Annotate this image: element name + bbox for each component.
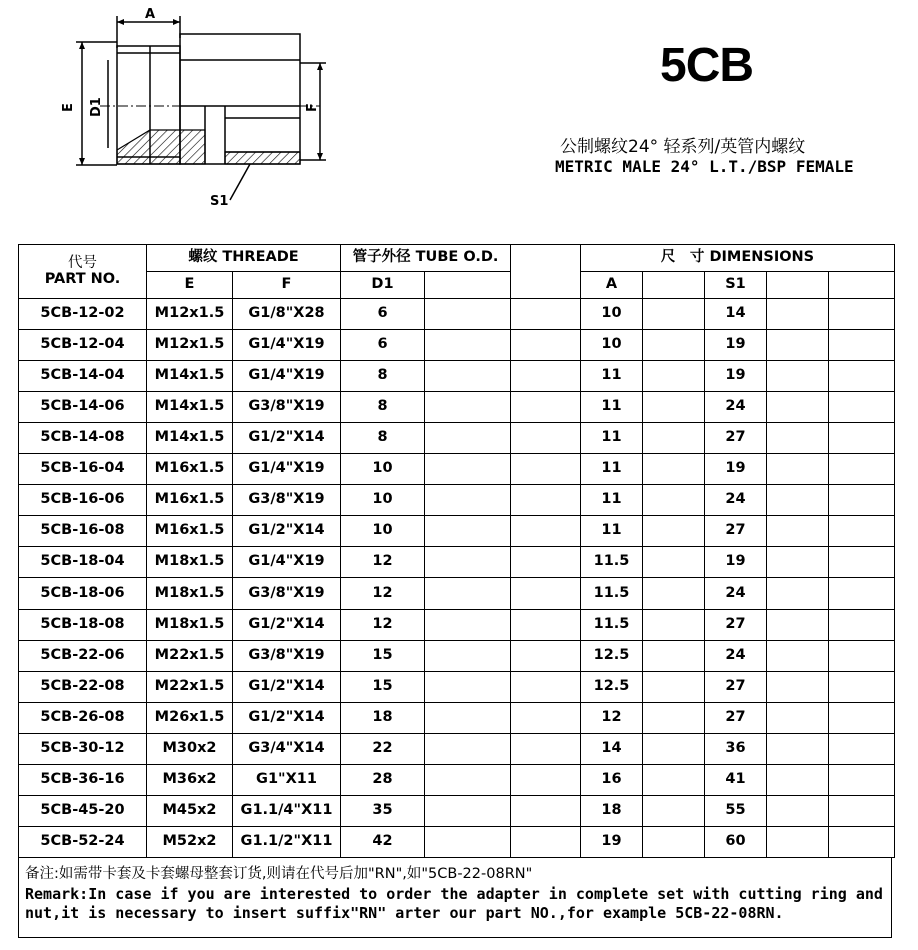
cell-thread-f: G1.1/2"X11 [233, 826, 341, 857]
cell-blank [767, 733, 829, 764]
cell-blank [643, 578, 705, 609]
cell-blank [767, 578, 829, 609]
subheader-f: F [233, 272, 341, 299]
cell-d1: 22 [341, 733, 425, 764]
remark-chinese: 备注:如需带卡套及卡套螺母整套订货,则请在代号后加"RN",如"5CB-22-08RN" [25, 866, 533, 882]
cell-blank [829, 361, 895, 392]
table-row [19, 733, 895, 764]
cell-blank [511, 609, 581, 640]
cell-thread-e: M36x2 [147, 764, 233, 795]
header-dimensions: 尺 寸 DIMENSIONS [581, 245, 895, 272]
cell-thread-e: M22x1.5 [147, 671, 233, 702]
cell-a: 11.5 [581, 609, 643, 640]
cell-part-no: 5CB-18-06 [19, 578, 147, 609]
table-row [19, 702, 895, 733]
cell-blank [767, 454, 829, 485]
cell-blank [511, 795, 581, 826]
table-row [19, 330, 895, 361]
cell-s1: 27 [705, 609, 767, 640]
cell-part-no: 5CB-14-08 [19, 423, 147, 454]
subheader-e: E [147, 272, 233, 299]
cell-blank [511, 733, 581, 764]
cell-blank [511, 547, 581, 578]
cell-thread-f: G1/4"X19 [233, 454, 341, 485]
label-e: E [61, 103, 76, 112]
cell-part-no: 5CB-26-08 [19, 702, 147, 733]
cell-thread-e: M16x1.5 [147, 454, 233, 485]
cell-thread-e: M14x1.5 [147, 423, 233, 454]
cell-thread-e: M14x1.5 [147, 361, 233, 392]
cell-s1: 19 [705, 454, 767, 485]
cell-thread-e: M14x1.5 [147, 392, 233, 423]
cell-part-no: 5CB-16-08 [19, 516, 147, 547]
cell-thread-f: G1/2"X14 [233, 671, 341, 702]
cell-thread-f: G3/8"X19 [233, 485, 341, 516]
cell-s1: 27 [705, 702, 767, 733]
cell-s1: 24 [705, 485, 767, 516]
cell-blank [643, 392, 705, 423]
cell-part-no: 5CB-22-08 [19, 671, 147, 702]
cell-part-no: 5CB-36-16 [19, 764, 147, 795]
cell-thread-f: G1/4"X19 [233, 361, 341, 392]
cell-blank [643, 795, 705, 826]
table-row [19, 454, 895, 485]
cell-a: 10 [581, 299, 643, 330]
label-f: F [305, 103, 320, 112]
cell-blank [643, 702, 705, 733]
cell-part-no: 5CB-22-06 [19, 640, 147, 671]
cell-a: 10 [581, 330, 643, 361]
cell-blank [829, 485, 895, 516]
cell-blank [643, 547, 705, 578]
cell-a: 12 [581, 702, 643, 733]
cell-blank [829, 547, 895, 578]
cell-blank [643, 640, 705, 671]
cell-thread-f: G1/4"X19 [233, 330, 341, 361]
cell-a: 12.5 [581, 671, 643, 702]
cell-blank [643, 454, 705, 485]
cell-part-no: 5CB-52-24 [19, 826, 147, 857]
cell-blank [643, 609, 705, 640]
cell-blank [425, 764, 511, 795]
cell-part-no: 5CB-16-04 [19, 454, 147, 485]
cell-blank [425, 671, 511, 702]
cell-d1: 6 [341, 299, 425, 330]
cell-blank [511, 764, 581, 795]
cell-s1: 55 [705, 795, 767, 826]
table-row [19, 299, 895, 330]
cell-d1: 8 [341, 361, 425, 392]
cell-s1: 27 [705, 516, 767, 547]
cell-blank [643, 299, 705, 330]
subheader-blank [643, 272, 705, 299]
cell-d1: 10 [341, 485, 425, 516]
subheader-blank [829, 272, 895, 299]
header-part-en: PART NO. [44, 270, 121, 287]
header-part-no [19, 245, 147, 299]
cell-blank [425, 392, 511, 423]
product-code: 5CB [660, 39, 754, 92]
cell-d1: 42 [341, 826, 425, 857]
cell-blank [425, 330, 511, 361]
cell-thread-e: M12x1.5 [147, 330, 233, 361]
cell-blank [643, 671, 705, 702]
cell-blank [767, 330, 829, 361]
cell-part-no: 5CB-18-08 [19, 609, 147, 640]
cell-blank [767, 392, 829, 423]
cell-a: 11 [581, 516, 643, 547]
cell-blank [643, 330, 705, 361]
cell-a: 11 [581, 361, 643, 392]
cell-s1: 19 [705, 547, 767, 578]
cell-thread-f: G1/2"X14 [233, 609, 341, 640]
subheader-a: A [581, 272, 643, 299]
cell-blank [511, 671, 581, 702]
cell-d1: 15 [341, 671, 425, 702]
cell-a: 11 [581, 454, 643, 485]
cell-blank [829, 578, 895, 609]
cell-blank [767, 609, 829, 640]
cell-part-no: 5CB-14-06 [19, 392, 147, 423]
spec-table [18, 244, 895, 858]
cell-blank [767, 423, 829, 454]
cell-blank [425, 640, 511, 671]
cell-blank [425, 361, 511, 392]
cell-a: 18 [581, 795, 643, 826]
cell-thread-f: G1/8"X28 [233, 299, 341, 330]
cell-d1: 10 [341, 454, 425, 485]
cell-thread-e: M22x1.5 [147, 640, 233, 671]
cell-a: 11 [581, 392, 643, 423]
table-row [19, 826, 895, 857]
label-a: A [145, 7, 156, 22]
cell-blank [511, 330, 581, 361]
cell-d1: 8 [341, 423, 425, 454]
cell-d1: 28 [341, 764, 425, 795]
table-row [19, 547, 895, 578]
table-row [19, 392, 895, 423]
cell-blank [425, 516, 511, 547]
cell-blank [767, 485, 829, 516]
header-thread: 螺纹 THREADE [147, 245, 341, 272]
cell-blank [829, 392, 895, 423]
cell-blank [829, 764, 895, 795]
cell-s1: 19 [705, 330, 767, 361]
table-row [19, 671, 895, 702]
table-row [19, 764, 895, 795]
cell-thread-e: M18x1.5 [147, 578, 233, 609]
cell-blank [829, 826, 895, 857]
cell-s1: 60 [705, 826, 767, 857]
cell-blank [511, 392, 581, 423]
cell-a: 14 [581, 733, 643, 764]
cell-d1: 8 [341, 392, 425, 423]
cell-s1: 27 [705, 423, 767, 454]
cell-a: 16 [581, 764, 643, 795]
cell-part-no: 5CB-12-02 [19, 299, 147, 330]
cell-thread-f: G1/2"X14 [233, 423, 341, 454]
table-row [19, 361, 895, 392]
cell-thread-f: G3/8"X19 [233, 578, 341, 609]
cell-part-no: 5CB-12-04 [19, 330, 147, 361]
cell-blank [511, 702, 581, 733]
cell-s1: 36 [705, 733, 767, 764]
cell-blank [643, 361, 705, 392]
subheader-s1: S1 [705, 272, 767, 299]
cell-thread-f: G1/2"X14 [233, 702, 341, 733]
cell-blank [511, 826, 581, 857]
cell-blank [643, 764, 705, 795]
cell-blank [767, 826, 829, 857]
cell-blank [511, 454, 581, 485]
cell-thread-e: M26x1.5 [147, 702, 233, 733]
label-s1: S1 [210, 194, 229, 209]
remark-english-line2: nut,it is necessary to insert suffix"RN" arter our part NO.,for example 5CB-22-08RN. [25, 904, 784, 922]
cell-blank [767, 299, 829, 330]
cell-d1: 6 [341, 330, 425, 361]
cell-thread-f: G1/4"X19 [233, 547, 341, 578]
cell-thread-e: M18x1.5 [147, 547, 233, 578]
cell-blank [767, 547, 829, 578]
cell-blank [767, 795, 829, 826]
title-english: METRIC MALE 24° L.T./BSP FEMALE [555, 157, 854, 176]
cell-a: 19 [581, 826, 643, 857]
cell-thread-e: M18x1.5 [147, 609, 233, 640]
subheader-blank [767, 272, 829, 299]
cell-d1: 35 [341, 795, 425, 826]
cell-blank [829, 609, 895, 640]
cell-blank [767, 516, 829, 547]
cell-d1: 10 [341, 516, 425, 547]
cell-thread-f: G1/2"X14 [233, 516, 341, 547]
cell-d1: 12 [341, 609, 425, 640]
cell-blank [829, 423, 895, 454]
cell-d1: 15 [341, 640, 425, 671]
cell-a: 11 [581, 485, 643, 516]
cell-thread-f: G3/8"X19 [233, 392, 341, 423]
cell-blank [511, 578, 581, 609]
cell-a: 12.5 [581, 640, 643, 671]
cell-s1: 19 [705, 361, 767, 392]
cell-thread-e: M12x1.5 [147, 299, 233, 330]
cell-thread-e: M52x2 [147, 826, 233, 857]
table-row [19, 423, 895, 454]
cell-blank [643, 826, 705, 857]
cell-blank [767, 361, 829, 392]
cell-blank [829, 299, 895, 330]
cell-d1: 12 [341, 578, 425, 609]
cell-s1: 24 [705, 578, 767, 609]
cell-d1: 12 [341, 547, 425, 578]
cell-part-no: 5CB-16-06 [19, 485, 147, 516]
cell-blank [425, 795, 511, 826]
cell-blank [829, 733, 895, 764]
cell-blank [425, 454, 511, 485]
cell-s1: 24 [705, 392, 767, 423]
cell-blank [829, 640, 895, 671]
cell-a: 11.5 [581, 578, 643, 609]
cell-blank [829, 671, 895, 702]
cell-a: 11.5 [581, 547, 643, 578]
cell-thread-e: M45x2 [147, 795, 233, 826]
cell-blank [511, 516, 581, 547]
cell-d1: 18 [341, 702, 425, 733]
title-chinese: 公制螺纹24° 轻系列/英管内螺纹 [560, 137, 806, 157]
cell-blank [511, 299, 581, 330]
cell-blank [425, 702, 511, 733]
cell-blank [425, 547, 511, 578]
cell-blank [425, 299, 511, 330]
section-hatch [117, 130, 205, 164]
cell-part-no: 5CB-45-20 [19, 795, 147, 826]
table-row [19, 516, 895, 547]
header-part-cn: 代号 [68, 254, 97, 271]
cell-thread-f: G3/4"X14 [233, 733, 341, 764]
cell-thread-e: M30x2 [147, 733, 233, 764]
cell-blank [829, 454, 895, 485]
cell-blank [511, 361, 581, 392]
cell-blank [643, 423, 705, 454]
table-row [19, 485, 895, 516]
cell-blank [767, 671, 829, 702]
cell-blank [767, 702, 829, 733]
table-row [19, 609, 895, 640]
cell-blank [829, 795, 895, 826]
cell-thread-f: G1"X11 [233, 764, 341, 795]
subheader-d1: D1 [341, 272, 425, 299]
table-row [19, 795, 895, 826]
cell-blank [425, 733, 511, 764]
cell-thread-e: M16x1.5 [147, 485, 233, 516]
cell-blank [425, 609, 511, 640]
cell-blank [511, 485, 581, 516]
table-row [19, 640, 895, 671]
cell-thread-f: G3/8"X19 [233, 640, 341, 671]
cell-part-no: 5CB-18-04 [19, 547, 147, 578]
cell-blank [829, 330, 895, 361]
cell-blank [511, 640, 581, 671]
cell-part-no: 5CB-14-04 [19, 361, 147, 392]
cell-blank [511, 423, 581, 454]
cell-s1: 41 [705, 764, 767, 795]
cell-blank [425, 423, 511, 454]
blank-column [511, 245, 581, 299]
cell-blank [425, 826, 511, 857]
cell-blank [643, 516, 705, 547]
remark-english-line1: Remark:In case if you are interested to order the adapter in complete set with cutting ring and [25, 885, 883, 903]
cell-blank [643, 485, 705, 516]
cell-blank [425, 485, 511, 516]
subheader-blank [425, 272, 511, 299]
header-tube: 管子外径 TUBE O.D. [341, 245, 511, 272]
fitting-drawing [0, 0, 918, 240]
cell-a: 11 [581, 423, 643, 454]
cell-part-no: 5CB-30-12 [19, 733, 147, 764]
cell-s1: 27 [705, 671, 767, 702]
remark-box [18, 858, 892, 938]
cell-thread-f: G1.1/4"X11 [233, 795, 341, 826]
cell-blank [829, 702, 895, 733]
cell-s1: 14 [705, 299, 767, 330]
cell-blank [829, 516, 895, 547]
cell-thread-e: M16x1.5 [147, 516, 233, 547]
cell-s1: 24 [705, 640, 767, 671]
cell-blank [767, 640, 829, 671]
cell-blank [767, 764, 829, 795]
label-d1: D1 [89, 97, 104, 117]
table-row [19, 578, 895, 609]
cell-blank [425, 578, 511, 609]
cell-blank [643, 733, 705, 764]
